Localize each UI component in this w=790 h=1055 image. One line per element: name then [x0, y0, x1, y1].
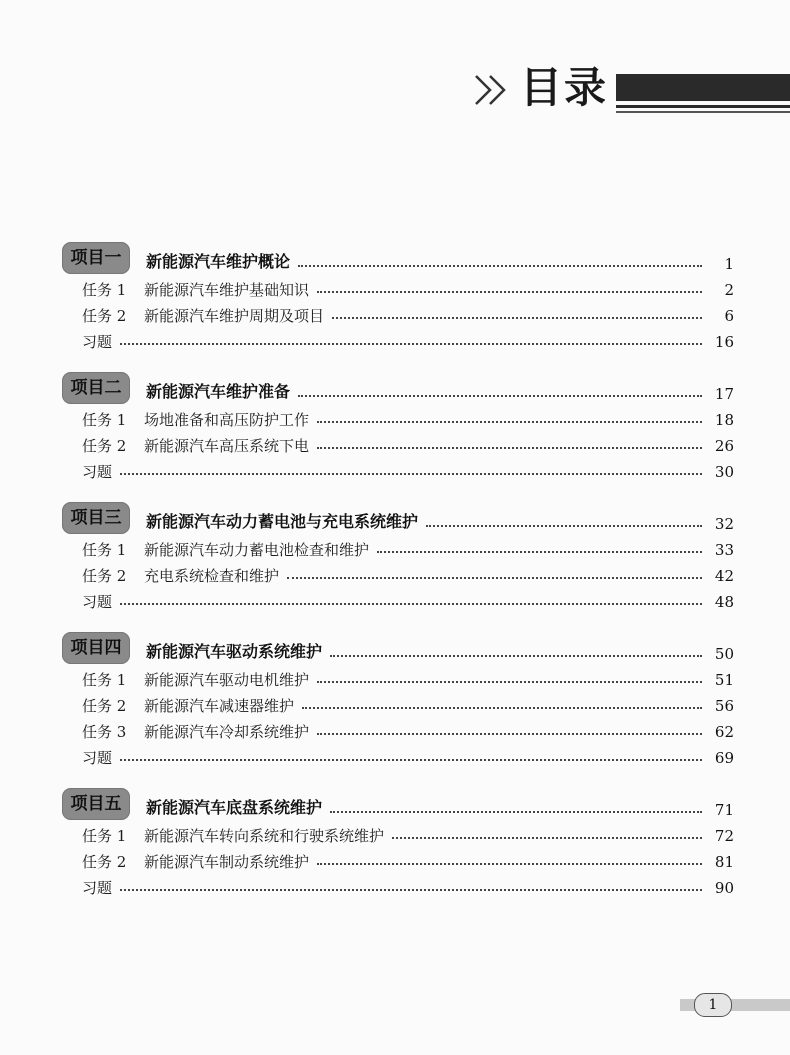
page-number: 16: [714, 333, 734, 351]
task-entry[interactable]: [82, 846, 734, 872]
page-number: 30: [714, 463, 734, 481]
dot-leader: [330, 811, 702, 813]
task-entry[interactable]: [82, 300, 734, 326]
page-number: 90: [714, 879, 734, 897]
task-entry[interactable]: [82, 430, 734, 456]
task-number: 任务 2: [82, 853, 127, 871]
task-title: 新能源汽车减速器维护: [144, 697, 295, 715]
project-entry[interactable]: [62, 630, 734, 664]
task-number: 任务 1: [82, 411, 127, 429]
page-number: 17: [714, 385, 734, 403]
dot-leader: [317, 447, 702, 449]
task-number: 任务 2: [82, 307, 127, 325]
dot-leader: [298, 265, 702, 267]
project-title: 新能源汽车底盘系统维护: [146, 798, 323, 817]
task-title: 新能源汽车转向系统和行驶系统维护: [144, 827, 385, 845]
task-title: 新能源汽车驱动电机维护: [144, 671, 310, 689]
project-badge: 项目一: [62, 242, 130, 274]
task-number: 任务 3: [82, 723, 127, 741]
dot-leader: [120, 603, 702, 605]
task-title: 新能源汽车动力蓄电池检查和维护: [144, 541, 370, 559]
dot-leader: [120, 759, 702, 761]
project-title: 新能源汽车动力蓄电池与充电系统维护: [146, 512, 419, 531]
page-number: 2: [724, 281, 734, 299]
project-entry[interactable]: [62, 370, 734, 404]
task-number: 任务 2: [82, 567, 127, 585]
task-title: 新能源汽车维护周期及项目: [144, 307, 325, 325]
task-entry[interactable]: [82, 404, 734, 430]
page-number-tab: [680, 993, 790, 1017]
exercise-label: 习题: [82, 749, 113, 767]
task-number: 任务 1: [82, 827, 127, 845]
page-number: 32: [714, 515, 734, 533]
dot-leader: [426, 525, 702, 527]
page-number: 50: [714, 645, 734, 663]
project-title: 新能源汽车维护准备: [146, 382, 291, 401]
dot-leader: [332, 317, 702, 319]
task-title: 充电系统检查和维护: [144, 567, 280, 585]
exercise-label: 习题: [82, 333, 113, 351]
dot-leader: [302, 707, 702, 709]
page-number: 51: [714, 671, 734, 689]
page-number: 6: [724, 307, 734, 325]
page-number: 42: [714, 567, 734, 585]
toc-project: [62, 786, 734, 898]
toc-header: [470, 58, 790, 128]
dot-leader: [317, 733, 702, 735]
page-number: 48: [714, 593, 734, 611]
double-chevron-right-icon: [470, 72, 518, 108]
task-title: 新能源汽车高压系统下电: [144, 437, 310, 455]
dot-leader: [317, 681, 702, 683]
project-badge: 项目四: [62, 632, 130, 664]
exercise-entry[interactable]: [82, 456, 734, 482]
exercise-entry[interactable]: [82, 586, 734, 612]
task-number: 任务 1: [82, 281, 127, 299]
task-entry[interactable]: [82, 274, 734, 300]
dot-leader: [287, 577, 702, 579]
project-badge: 项目五: [62, 788, 130, 820]
dot-leader: [317, 863, 702, 865]
page-number: 62: [714, 723, 734, 741]
task-title: 新能源汽车制动系统维护: [144, 853, 310, 871]
dot-leader: [377, 551, 702, 553]
task-entry[interactable]: [82, 820, 734, 846]
dot-leader: [317, 291, 702, 293]
page-number: 26: [714, 437, 734, 455]
task-entry[interactable]: [82, 534, 734, 560]
project-badge: 项目三: [62, 502, 130, 534]
task-entry[interactable]: [82, 690, 734, 716]
project-badge: 项目二: [62, 372, 130, 404]
page-number: 72: [714, 827, 734, 845]
footer-page-number: 1: [694, 993, 732, 1017]
exercise-label: 习题: [82, 593, 113, 611]
toc-project: [62, 370, 734, 482]
exercise-label: 习题: [82, 463, 113, 481]
page-number: 18: [714, 411, 734, 429]
dot-leader: [317, 421, 702, 423]
page-number: 81: [714, 853, 734, 871]
task-number: 任务 2: [82, 437, 127, 455]
exercise-entry[interactable]: [82, 872, 734, 898]
exercise-entry[interactable]: [82, 326, 734, 352]
page-number: 1: [724, 255, 734, 273]
toc-project: [62, 500, 734, 612]
task-title: 新能源汽车冷却系统维护: [144, 723, 310, 741]
page-number: 69: [714, 749, 734, 767]
dot-leader: [120, 889, 702, 891]
page-number: 71: [714, 801, 734, 819]
project-entry[interactable]: [62, 786, 734, 820]
task-title: 新能源汽车维护基础知识: [144, 281, 310, 299]
page-number: 33: [714, 541, 734, 559]
page-number: 56: [714, 697, 734, 715]
title-decoration-bar: [616, 74, 790, 116]
toc-project: [62, 630, 734, 768]
project-title: 新能源汽车维护概论: [146, 252, 291, 271]
dot-leader: [120, 473, 702, 475]
task-title: 场地准备和高压防护工作: [144, 411, 310, 429]
project-entry[interactable]: [62, 500, 734, 534]
task-number: 任务 1: [82, 671, 127, 689]
project-title: 新能源汽车驱动系统维护: [146, 642, 323, 661]
task-number: 任务 2: [82, 697, 127, 715]
dot-leader: [330, 655, 702, 657]
dot-leader: [392, 837, 702, 839]
dot-leader: [120, 343, 702, 345]
exercise-entry[interactable]: [82, 742, 734, 768]
task-entry[interactable]: [82, 716, 734, 742]
project-entry[interactable]: [62, 240, 734, 274]
toc-list: [62, 240, 734, 916]
page-title: 目录: [520, 63, 609, 112]
toc-project: [62, 240, 734, 352]
dot-leader: [298, 395, 702, 397]
task-entry[interactable]: [82, 664, 734, 690]
task-entry[interactable]: [82, 560, 734, 586]
exercise-label: 习题: [82, 879, 113, 897]
task-number: 任务 1: [82, 541, 127, 559]
